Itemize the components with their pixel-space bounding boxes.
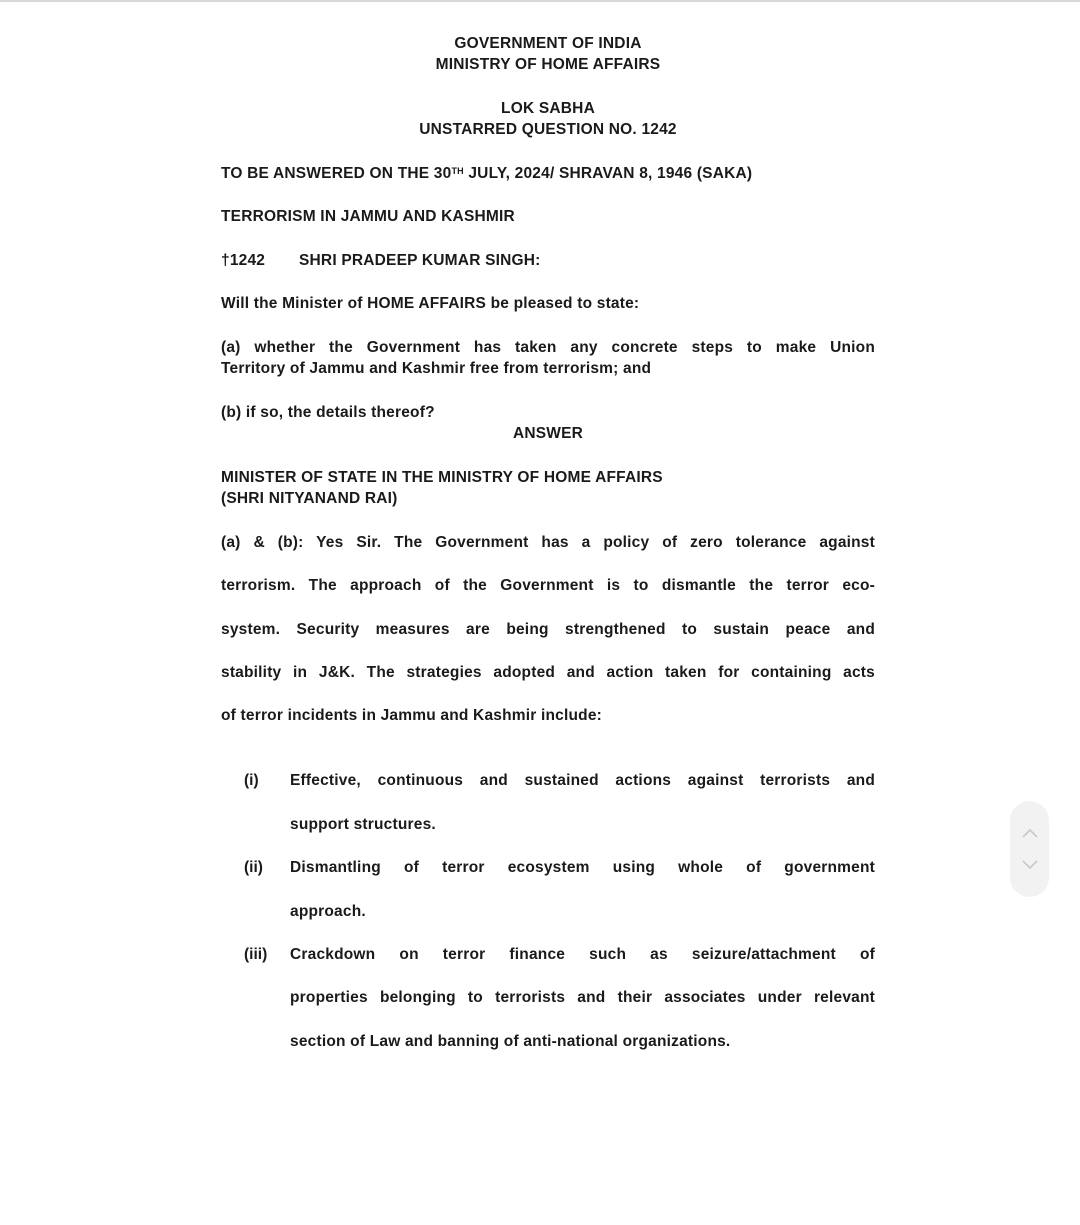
answer-line: stability in J&K. The strategies adopted and action taken for containing acts (221, 664, 875, 681)
minister-name: (SHRI NITYANAND RAI) (221, 490, 398, 507)
question-part-b: (b) if so, the details thereof? (221, 404, 435, 421)
list-item-line: Effective, continuous and sustained actions against terrorists and (290, 772, 875, 789)
asker-name: SHRI PRADEEP KUMAR SINGH: (299, 252, 541, 269)
list-item-line: Crackdown on terror finance such as seizure/attachment of (290, 946, 875, 963)
list-item-line: support structures. (290, 816, 436, 833)
answer-line: terrorism. The approach of the Government is to dismantle the terror eco- (221, 577, 875, 594)
list-item-number: (ii) (244, 859, 263, 876)
question-part-a-line1: (a) whether the Government has taken any concrete steps to make Union (221, 339, 875, 356)
answer-heading: ANSWER (512, 425, 584, 442)
header-question-number: UNSTARRED QUESTION NO. 1242 (419, 121, 677, 138)
answer-line: (a) & (b): Yes Sir. The Government has a policy of zero tolerance against (221, 534, 875, 551)
header-government: GOVERNMENT OF INDIA (454, 35, 642, 52)
header-ministry: MINISTRY OF HOME AFFAIRS (435, 56, 661, 73)
answer-line: system. Security measures are being strengthened to sustain peace and (221, 621, 875, 638)
subject-title: TERRORISM IN JAMMU AND KASHMIR (221, 208, 515, 225)
list-item-line: approach. (290, 903, 366, 920)
question-part-a-line2: Territory of Jammu and Kashmir free from terrorism; and (221, 360, 652, 377)
page-scroll-control[interactable] (1010, 801, 1049, 897)
answer-date-sup: TH (451, 166, 464, 176)
answer-date-prefix: TO BE ANSWERED ON THE 30 (221, 165, 452, 182)
minister-title: MINISTER OF STATE IN THE MINISTRY OF HOME AFFAIRS (221, 469, 663, 486)
list-item-number: (iii) (244, 946, 268, 963)
answer-date-suffix: JULY, 2024/ SHRAVAN 8, 1946 (SAKA) (463, 165, 753, 182)
answer-line: of terror incidents in Jammu and Kashmir include: (221, 707, 603, 724)
list-item-number: (i) (244, 772, 259, 789)
list-item-line: properties belonging to terrorists and their associates under relevant (290, 989, 875, 1006)
list-item-line: section of Law and banning of anti-national organizations. (290, 1033, 731, 1050)
answer-date (221, 164, 752, 184)
header-house: LOK SABHA (501, 100, 595, 117)
chevron-up-icon[interactable] (1021, 827, 1039, 839)
asker-number: †1242 (221, 252, 266, 269)
chevron-down-icon[interactable] (1021, 859, 1039, 871)
question-intro: Will the Minister of HOME AFFAIRS be pleased to state: (221, 295, 640, 312)
list-item-line: Dismantling of terror ecosystem using whole of government (290, 859, 875, 876)
